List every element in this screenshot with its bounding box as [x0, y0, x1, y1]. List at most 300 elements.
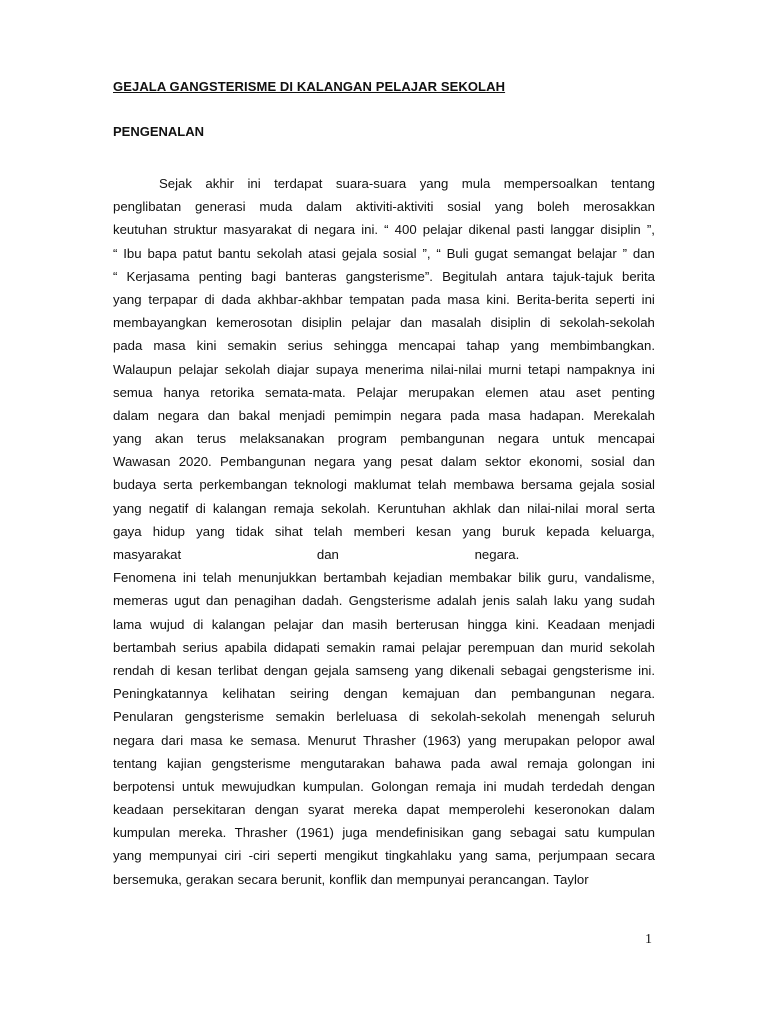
word: yang — [494, 199, 524, 215]
word: gengsterisme — [211, 755, 291, 771]
word: perkembangan — [199, 477, 288, 493]
page-number: 1 — [645, 932, 652, 947]
word: kesan — [416, 523, 452, 539]
word: “ — [113, 245, 118, 261]
word: masa — [488, 407, 521, 423]
word: dan — [370, 871, 393, 887]
word: serius — [287, 338, 323, 354]
word: gang — [472, 825, 502, 841]
word: mereka. — [178, 825, 227, 841]
word: menjadi — [279, 407, 326, 423]
word: di — [160, 662, 171, 678]
word: pelajar — [273, 616, 314, 632]
word: semata-mata. — [265, 384, 346, 400]
text-line — [113, 242, 655, 265]
word: kalangan — [212, 500, 267, 516]
word: yang — [113, 500, 142, 516]
word: bilik — [518, 570, 541, 586]
word: kini. — [515, 616, 539, 632]
word: dan — [206, 593, 229, 609]
word: budaya — [113, 477, 157, 493]
text-line — [113, 752, 655, 775]
word: pembangunan — [511, 686, 596, 702]
word: membimbangkan. — [550, 338, 655, 354]
word: retorika — [210, 384, 255, 400]
word: serius — [182, 639, 218, 655]
word: akhlak — [452, 500, 491, 516]
word: yang — [510, 338, 540, 354]
word: perancangan. — [468, 871, 550, 887]
text-line — [113, 427, 655, 450]
word: Taylor — [553, 871, 589, 887]
word: satu — [564, 825, 590, 841]
word: dapat — [406, 802, 440, 818]
word: di — [195, 500, 206, 516]
word: Pembangunan — [219, 454, 306, 470]
word: dada — [221, 291, 251, 307]
word: wujud — [150, 616, 185, 632]
word: ini — [641, 361, 655, 377]
word: elemen — [485, 384, 529, 400]
word: mencapai — [398, 338, 456, 354]
text-line — [113, 729, 655, 752]
word: negara — [497, 431, 539, 447]
text-line — [113, 195, 655, 218]
word: masa — [190, 732, 223, 748]
word: tingkahlaku — [385, 848, 452, 864]
word: tempatan — [349, 291, 405, 307]
word: suara-suara — [335, 176, 407, 191]
word: semangat — [513, 245, 572, 261]
text-line — [113, 497, 655, 520]
word: bakal — [238, 407, 271, 423]
word: masa — [447, 291, 480, 307]
word: sektor — [484, 454, 521, 470]
word: terpapar — [148, 291, 198, 307]
word: bahawa — [394, 755, 441, 771]
word: sekolah. — [321, 500, 371, 516]
word: vandalisme, — [584, 570, 655, 586]
word: menengah — [537, 709, 601, 725]
word: pelajar — [351, 315, 391, 331]
word: masyarakat — [223, 222, 292, 238]
word: kemerosotan — [216, 315, 293, 331]
word: awal — [490, 755, 518, 771]
word: teknologi — [294, 477, 347, 493]
word: sekolah — [609, 639, 655, 655]
word: mewujudkan — [221, 778, 296, 794]
word: kini. — [486, 291, 510, 307]
word: seperti — [277, 848, 317, 864]
word: dan — [541, 639, 564, 655]
word: di — [204, 291, 215, 307]
word: di — [408, 709, 420, 725]
word: mempunyai — [396, 871, 465, 887]
word: bersama — [521, 477, 573, 493]
word: gejala — [313, 662, 350, 678]
word: kumpulan — [597, 825, 655, 841]
word: kelihatan — [222, 686, 276, 702]
word: ke — [229, 732, 244, 748]
word: yang — [113, 431, 142, 447]
word: yang — [414, 662, 444, 678]
word: konflik — [329, 871, 367, 887]
word: sekolah — [224, 361, 271, 377]
word: Wawasan — [113, 454, 171, 470]
word: gengsterisme — [184, 709, 264, 725]
word: pada — [411, 291, 441, 307]
word: seperti — [595, 291, 635, 307]
word: dengan — [610, 778, 655, 794]
text-line — [113, 450, 655, 473]
word: serta — [163, 477, 193, 493]
word: di — [297, 222, 308, 238]
word: yang — [468, 732, 497, 748]
word: tahap — [466, 338, 500, 354]
word: pelajar — [421, 639, 462, 655]
section-heading: PENGENALAN — [113, 124, 205, 139]
word: 2020. — [178, 454, 212, 470]
word: gangsterisme”. — [345, 268, 433, 284]
word: masih — [352, 616, 388, 632]
word: dan — [316, 547, 339, 562]
word: yang — [462, 523, 491, 539]
text-line — [113, 613, 655, 636]
word: merupakan — [503, 732, 570, 748]
word: bantu — [217, 245, 251, 261]
word: hidup — [152, 523, 186, 539]
word: disiplin — [301, 315, 342, 331]
text-line — [113, 311, 655, 334]
word: adalah — [436, 593, 477, 609]
word: semua — [113, 384, 153, 400]
text-line — [113, 473, 655, 496]
word: sihat — [274, 523, 303, 539]
text-line — [113, 334, 655, 357]
word: dan — [632, 454, 655, 470]
word: membayangkan — [113, 315, 207, 331]
word: kini — [196, 338, 217, 354]
word: yang — [113, 848, 142, 864]
word: boleh — [537, 199, 570, 215]
text-line — [113, 659, 655, 682]
word: lama — [113, 616, 142, 632]
word: semakin — [326, 639, 376, 655]
word: ekonomi, — [529, 454, 583, 470]
word: keseronokan — [534, 802, 610, 818]
word: nilai-nilai — [527, 500, 579, 516]
word: melaksanakan — [239, 431, 325, 447]
word: berleluasa — [336, 709, 398, 725]
word: sebagai — [509, 825, 557, 841]
word: awal — [627, 732, 655, 748]
word: golongan — [577, 755, 632, 771]
word: penting — [611, 384, 655, 400]
word: -ciri — [248, 848, 270, 864]
word: guru, — [547, 570, 578, 586]
word: penting — [198, 268, 242, 284]
word: antara — [506, 268, 544, 284]
word: sosial — [382, 245, 417, 261]
word: langgar — [550, 222, 595, 238]
text-line — [113, 520, 655, 543]
text-line — [113, 543, 655, 566]
word: Menurut — [307, 732, 356, 748]
word: pesat — [400, 454, 433, 470]
word: mula — [461, 176, 491, 191]
word: yang — [459, 848, 488, 864]
word: dengan — [263, 662, 308, 678]
word: remaja — [273, 500, 314, 516]
word: bertambah — [323, 570, 387, 586]
word: hadapan. — [529, 407, 585, 423]
word: ini — [641, 755, 655, 771]
word: negara — [157, 407, 199, 423]
text-line — [113, 798, 655, 821]
word: pelajar — [422, 222, 463, 238]
word: pemimpin — [334, 407, 392, 423]
word: di — [193, 616, 204, 632]
word: terus — [196, 431, 227, 447]
word: negara — [400, 407, 442, 423]
word: untuk — [181, 778, 215, 794]
word: membakar — [449, 570, 512, 586]
word: sosial — [447, 199, 481, 215]
word: masa — [153, 338, 186, 354]
word: syarat — [308, 802, 344, 818]
word: hingga — [467, 616, 508, 632]
text-line — [113, 705, 655, 728]
text-line — [113, 218, 655, 241]
word: semakin — [227, 338, 277, 354]
word: dan — [632, 245, 655, 261]
text-line — [113, 589, 655, 612]
word: mendefinisikan — [375, 825, 464, 841]
word: dan — [400, 315, 423, 331]
word: membawa — [453, 477, 515, 493]
word: mencapai — [597, 431, 655, 447]
word: seluruh — [611, 709, 655, 725]
text-line — [113, 636, 655, 659]
word: negara — [314, 454, 356, 470]
word: Penularan — [113, 709, 174, 725]
word: sekolah-sekolah — [559, 315, 655, 331]
word: sebagai — [500, 662, 547, 678]
word: tetapi — [527, 361, 561, 377]
word: dalam — [306, 199, 343, 215]
word: bertambah — [113, 639, 177, 655]
word: dalam — [619, 802, 655, 818]
word: atau — [539, 384, 566, 400]
word: kumpulan — [113, 825, 171, 841]
word: memeras — [113, 593, 168, 609]
word: pasti — [516, 222, 545, 238]
word: sudah — [619, 593, 655, 609]
text-line — [113, 172, 655, 195]
word: seiring — [289, 686, 329, 702]
word: perempuan — [467, 639, 535, 655]
word: Merekalah — [593, 407, 655, 423]
word: “ — [113, 268, 118, 284]
word: persekitaran — [172, 802, 246, 818]
word: negatif — [148, 500, 189, 516]
word: berunit, — [281, 871, 326, 887]
word: buruk — [502, 523, 536, 539]
word: Keruntuhan — [377, 500, 446, 516]
word: menerima — [365, 361, 424, 377]
word: ini — [483, 778, 497, 794]
word: dan — [207, 407, 230, 423]
word: negara. — [610, 686, 655, 702]
word: Buli — [446, 245, 469, 261]
word: maklumat — [353, 477, 411, 493]
word: telah — [202, 570, 232, 586]
word: “ — [436, 245, 441, 261]
word: penglibatan — [113, 199, 182, 215]
word: dan — [474, 686, 497, 702]
word: sekolah — [256, 245, 303, 261]
word: sosial — [621, 477, 655, 493]
word: remaja — [527, 755, 568, 771]
word: (1963) — [422, 732, 461, 748]
word: hanya — [163, 384, 200, 400]
word: keadaan — [113, 802, 164, 818]
word: dikenal — [468, 222, 511, 238]
word: diajar — [276, 361, 310, 377]
word: pada — [113, 338, 143, 354]
word: nampaknya — [566, 361, 636, 377]
word: penagihan — [234, 593, 296, 609]
word: terdapat — [274, 176, 323, 191]
word: mengutarakan — [300, 755, 385, 771]
word: moral — [585, 500, 619, 516]
text-line — [113, 288, 655, 311]
text-line — [113, 868, 655, 891]
word: menjadi — [608, 616, 655, 632]
word: salah — [516, 593, 548, 609]
word: semakin — [275, 709, 325, 725]
word: kajian — [166, 755, 202, 771]
word: generasi — [194, 199, 246, 215]
word: dari — [161, 732, 184, 748]
word: Thrasher — [362, 732, 416, 748]
word: perjumpaan — [538, 848, 608, 864]
word: disiplin — [490, 315, 531, 331]
word: Golongan — [371, 778, 429, 794]
word: keutuhan — [113, 222, 168, 238]
word: mengikut — [324, 848, 378, 864]
word: dan — [321, 616, 344, 632]
word: akhbar-akhbar — [257, 291, 343, 307]
text-line — [113, 404, 655, 427]
word: ”, — [422, 245, 431, 261]
word: Pelajar — [356, 384, 398, 400]
word: kalangan — [211, 616, 266, 632]
word: sama, — [495, 848, 531, 864]
word: yang — [113, 291, 142, 307]
word: muda — [259, 199, 293, 215]
word: memberi — [353, 523, 405, 539]
word: mempunyai — [148, 848, 218, 864]
word: Peningkatannya — [113, 686, 208, 702]
word: Gengsterisme — [348, 593, 431, 609]
word: secara — [615, 848, 655, 864]
word: untuk — [552, 431, 585, 447]
word: Fenomena — [113, 570, 177, 586]
word: secara — [237, 871, 278, 887]
text-line — [113, 821, 655, 844]
word: (1961) — [295, 825, 334, 841]
word: Thrasher — [234, 825, 288, 841]
word: terlibat — [217, 662, 258, 678]
word: disiplin — [600, 222, 641, 238]
word: yang — [196, 523, 225, 539]
word: yang — [419, 176, 449, 191]
word: telah — [313, 523, 343, 539]
word: di — [540, 315, 551, 331]
word: gaya — [113, 523, 142, 539]
word: murni — [488, 361, 522, 377]
word: bapa — [147, 245, 177, 261]
word: tentang — [113, 755, 157, 771]
word: negara — [113, 732, 155, 748]
word: memperolehi — [448, 802, 525, 818]
word: struktur — [173, 222, 218, 238]
word: jenis — [482, 593, 510, 609]
word: mereka — [353, 802, 398, 818]
word: dalam — [113, 407, 149, 423]
word: program — [337, 431, 387, 447]
word: gerakan — [185, 871, 234, 887]
word: patut — [182, 245, 213, 261]
word: “ — [384, 222, 389, 238]
word: supaya — [315, 361, 359, 377]
document-title: GEJALA GANGSTERISME DI KALANGAN PELAJAR SEKOLAH — [113, 79, 506, 94]
word: gengsterisme — [552, 662, 632, 678]
word: Ibu — [123, 245, 142, 261]
word: negara. — [474, 547, 520, 562]
word: pelopor — [576, 732, 621, 748]
word: dadah. — [302, 593, 343, 609]
word: kesan — [176, 662, 212, 678]
word: kejadian — [393, 570, 443, 586]
word: ini — [182, 570, 197, 586]
word: dan — [497, 500, 520, 516]
word: bagi — [251, 268, 277, 284]
word: serta — [625, 500, 655, 516]
word: merosakkan — [583, 199, 655, 215]
text-line — [113, 265, 655, 288]
word: remaja — [435, 778, 476, 794]
word: dengan — [254, 802, 299, 818]
word: pembangunan — [400, 431, 485, 447]
word: telah — [417, 477, 447, 493]
word: murid — [569, 639, 603, 655]
word: ”, — [646, 222, 655, 238]
word: sosial — [590, 454, 625, 470]
word: sehingga — [333, 338, 388, 354]
word: nilai-nilai — [430, 361, 482, 377]
word: gugat — [474, 245, 508, 261]
word: aktiviti-aktiviti — [355, 199, 434, 215]
word: tentang — [610, 176, 655, 191]
word: Sejak — [159, 176, 192, 191]
word: 400 — [394, 222, 417, 238]
text-line — [113, 682, 655, 705]
word: mempersoalkan — [503, 176, 598, 191]
word: Berita-berita — [516, 291, 589, 307]
word: ugut — [174, 593, 200, 609]
